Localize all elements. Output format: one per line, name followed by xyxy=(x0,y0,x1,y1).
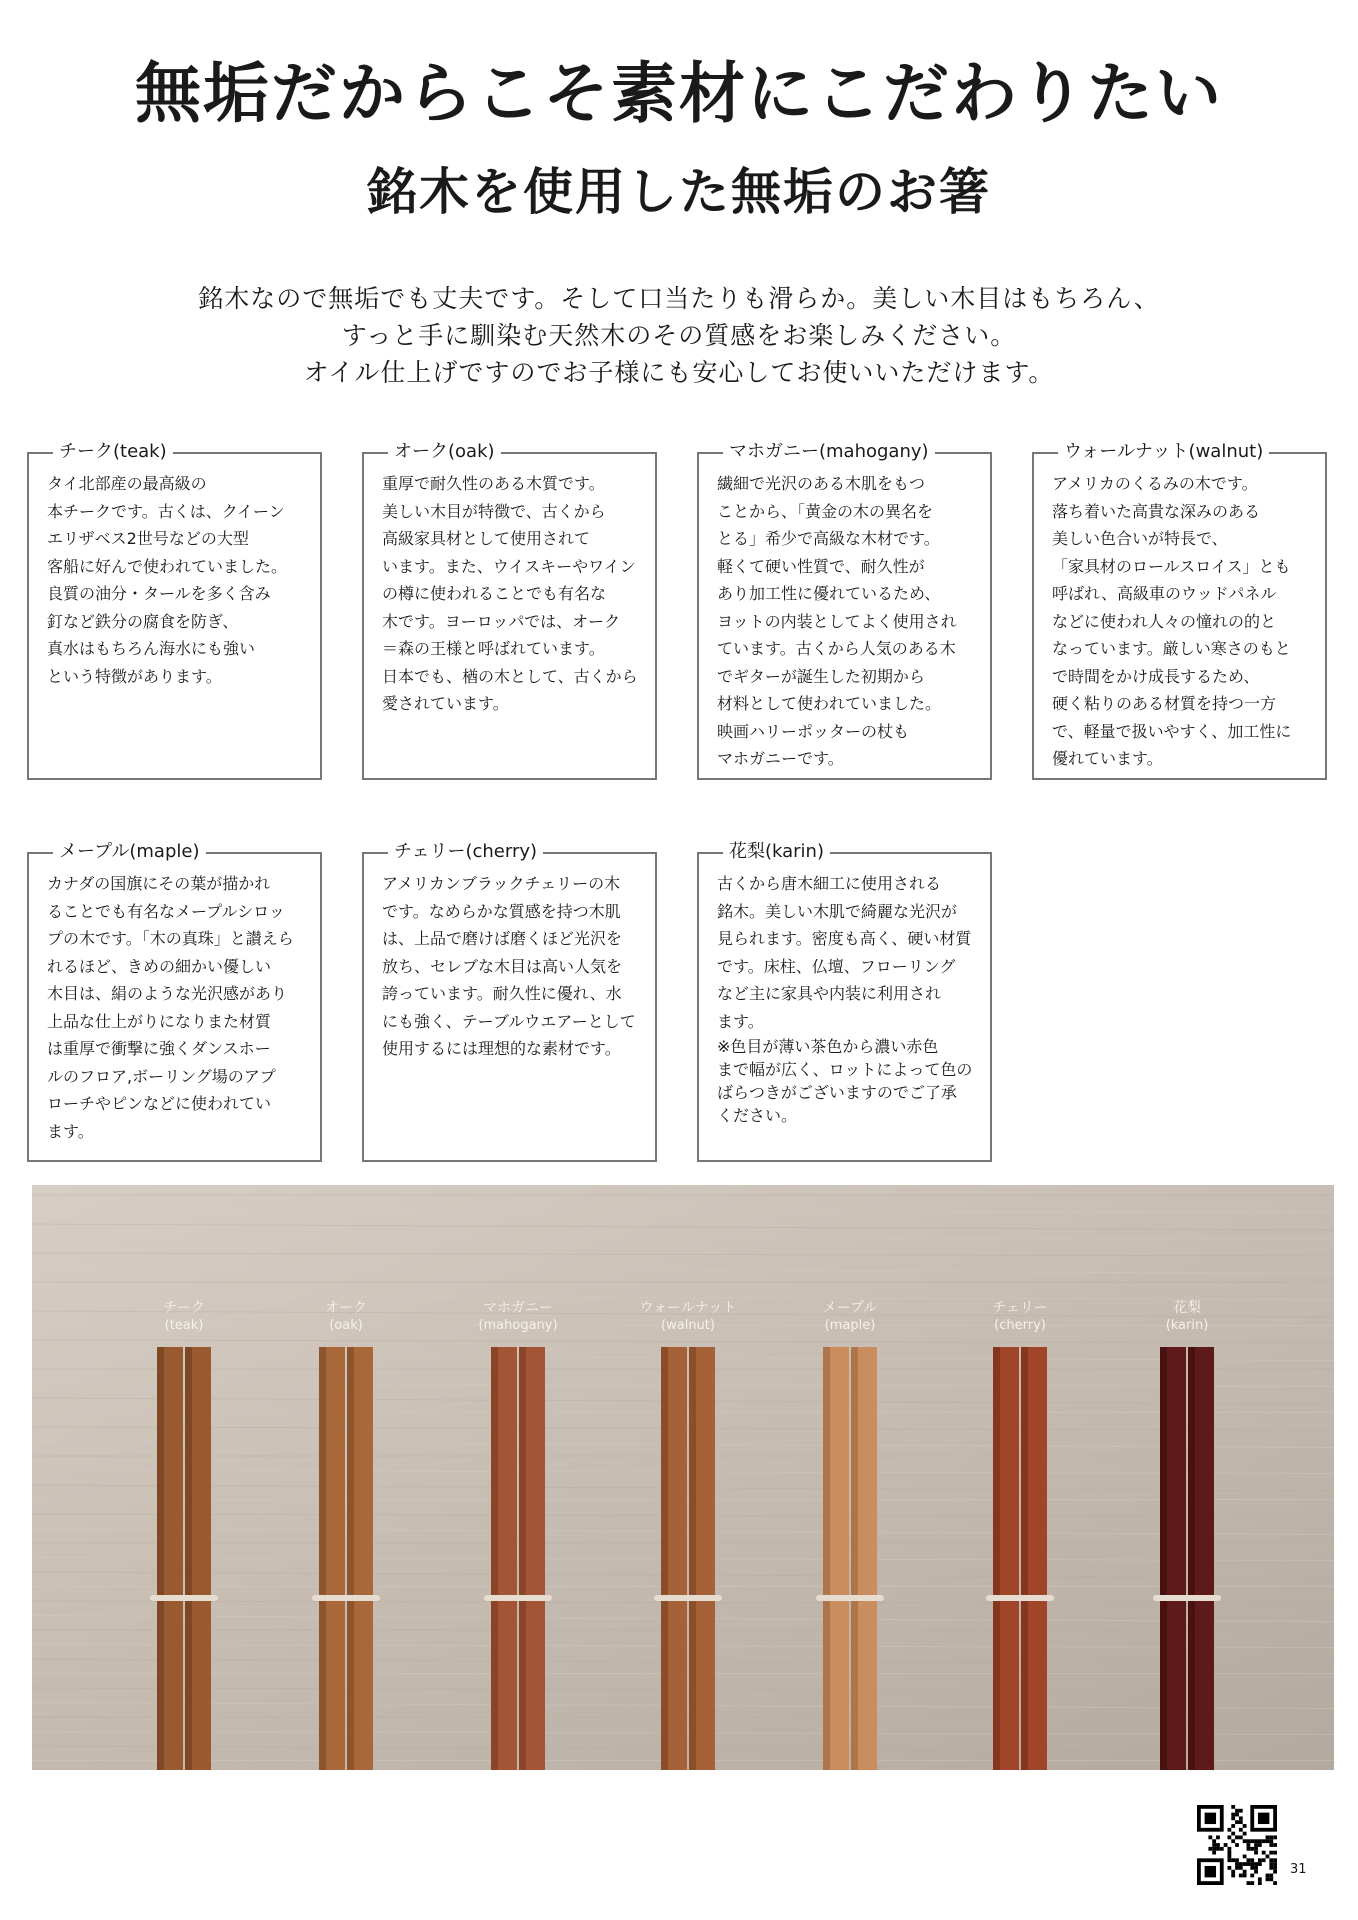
desc-line: ています。古くから人気のある木 xyxy=(717,639,956,658)
qr-module xyxy=(1273,1858,1277,1862)
qr-module xyxy=(1273,1866,1277,1870)
wood-box-walnut xyxy=(1032,441,1327,780)
page-number: 31 xyxy=(1290,1862,1307,1877)
fabric-texture xyxy=(32,1268,1334,1274)
desc-line: ルのフロア,ボーリング場のアプ xyxy=(47,1066,276,1086)
twine xyxy=(654,1595,722,1601)
desc-line: 良質の油分・タールを多く含み xyxy=(47,584,271,603)
intro-line: オイル仕上げですのでお子様にも安心してお使いいただけます。 xyxy=(303,358,1055,387)
qr-module xyxy=(1254,1843,1258,1847)
desc-line: 材料として使われていました。 xyxy=(717,694,942,713)
desc-line: 釘など鉄分の腐食を防ぎ、 xyxy=(47,611,239,631)
desc-line: は、上品で磨けば磨くほど光沢を xyxy=(382,929,623,948)
note-line: ばらつきがございますのでご了承 xyxy=(717,1083,957,1102)
qr-module xyxy=(1243,1832,1247,1836)
qr-module xyxy=(1258,1813,1269,1824)
wood-description xyxy=(1052,470,1311,773)
qr-module xyxy=(1235,1843,1239,1847)
qr-module xyxy=(1227,1835,1231,1839)
qr-module xyxy=(1269,1877,1273,1881)
qr-module xyxy=(1231,1870,1235,1874)
desc-line: です。床柱、仏壇、フローリング xyxy=(717,956,956,976)
qr-module xyxy=(1235,1835,1239,1839)
desc-line: 愛されています。 xyxy=(382,694,509,713)
qr-module xyxy=(1208,1847,1212,1851)
twine xyxy=(312,1595,380,1601)
fabric-texture xyxy=(32,1340,1334,1343)
chopstick-pair xyxy=(150,1347,218,1770)
fabric-texture xyxy=(32,1210,1334,1213)
qr-module xyxy=(1231,1858,1235,1862)
qr-module xyxy=(1212,1847,1216,1851)
qr-module xyxy=(1216,1843,1220,1847)
qr-module xyxy=(1239,1862,1243,1866)
wood-title: ウォールナット(walnut) xyxy=(1058,440,1269,464)
note-line: ください。 xyxy=(717,1106,798,1125)
qr-module xyxy=(1262,1839,1266,1843)
chopstick-pair xyxy=(1153,1347,1221,1770)
intro-line: 銘木なので無垢でも丈夫です。そして口当たりも滑らか。美しい木目はもちろん、 xyxy=(198,284,1160,313)
qr-module xyxy=(1258,1843,1262,1847)
qr-module xyxy=(1231,1832,1235,1836)
photo-label-jp: チェリー xyxy=(992,1300,1048,1316)
intro-line: すっと手に馴染む天然木のその質感をお楽しみください。 xyxy=(341,321,1017,350)
desc-line: でギターが誕生した初期から xyxy=(717,666,925,686)
wood-description xyxy=(47,870,306,1145)
qr-module xyxy=(1273,1835,1277,1839)
note-line: まで幅が広く、ロットによって色の xyxy=(717,1060,973,1079)
page-subtitle: 銘木を使用した無垢のお箸 xyxy=(367,163,991,221)
qr-module xyxy=(1250,1866,1254,1870)
qr-module xyxy=(1258,1858,1262,1862)
qr-module xyxy=(1269,1858,1273,1862)
desc-line: とる」希少で高級な木材です。 xyxy=(717,529,940,548)
qr-module xyxy=(1250,1874,1254,1878)
qr-module xyxy=(1205,1866,1216,1877)
fabric-texture xyxy=(32,1224,1334,1230)
photo-label-en: (cherry) xyxy=(994,1318,1046,1333)
qr-module xyxy=(1266,1835,1270,1839)
qr-module xyxy=(1250,1858,1254,1862)
chopstick-shade xyxy=(823,1347,830,1770)
desc-line: 優れています。 xyxy=(1052,749,1163,768)
qr-module xyxy=(1266,1874,1270,1878)
twine xyxy=(986,1595,1054,1601)
qr-module xyxy=(1247,1839,1251,1843)
photo-label-jp: マホガニー xyxy=(483,1300,553,1316)
wood-box-teak xyxy=(27,441,322,780)
desc-line: アメリカンブラックチェリーの木 xyxy=(382,874,621,893)
qr-module xyxy=(1250,1839,1254,1843)
qr-module xyxy=(1243,1855,1247,1859)
qr-module xyxy=(1231,1816,1235,1820)
desc-line: 見られます。密度も高く、硬い材質 xyxy=(717,929,972,948)
photo-label-en: (karin) xyxy=(1165,1318,1209,1333)
photo-label-en: (walnut) xyxy=(661,1318,715,1333)
desc-line: 本チークです。古くは、クイーン xyxy=(47,501,285,521)
qr-module xyxy=(1239,1820,1243,1824)
wood-title: メープル(maple) xyxy=(53,840,206,864)
wood-title: 花梨(karin) xyxy=(723,840,830,864)
photo-label-jp: ウォールナット xyxy=(639,1300,737,1316)
qr-module xyxy=(1247,1858,1251,1862)
chopstick-shade xyxy=(491,1347,498,1770)
desc-line: 真水はもちろん海水にも強い xyxy=(47,639,256,658)
qr-module xyxy=(1208,1835,1212,1839)
chopsticks-illustration xyxy=(32,1185,1334,1770)
qr-module xyxy=(1250,1881,1254,1885)
qr-module xyxy=(1231,1874,1235,1878)
desc-line: は重厚で衝撃に強くダンスホー xyxy=(47,1039,271,1058)
qr-module xyxy=(1273,1881,1277,1885)
qr-module xyxy=(1239,1866,1243,1870)
qr-module xyxy=(1269,1862,1273,1866)
desc-line: ローチやピンなどに使われてい xyxy=(47,1094,272,1113)
qr-module xyxy=(1258,1839,1262,1843)
wood-box-oak xyxy=(362,441,657,780)
chopstick-shade xyxy=(519,1347,526,1770)
qr-module xyxy=(1239,1816,1243,1820)
desc-line: 映画ハリーポッターの杖も xyxy=(717,721,910,741)
desc-line: などに使われ人々の憧れの的と xyxy=(1052,611,1277,631)
qr-module xyxy=(1243,1824,1247,1828)
wood-box-karin xyxy=(697,841,992,1162)
qr-module xyxy=(1235,1813,1239,1817)
desc-line: 使用するには理想的な素材です。 xyxy=(382,1039,621,1058)
desc-line: アメリカのくるみの木です。 xyxy=(1052,474,1258,493)
qr-module xyxy=(1231,1805,1235,1809)
desc-line: 日本でも、楢の木として、古くから xyxy=(382,666,638,686)
desc-line: あり加工性に優れているため、 xyxy=(717,584,941,603)
twine xyxy=(816,1595,884,1601)
desc-line: 硬く粘りのある材質を持つ一方 xyxy=(1052,694,1277,713)
chopstick-shade xyxy=(1188,1347,1195,1770)
desc-line: れるほど、きめの細かい優しい xyxy=(47,956,272,976)
desc-line: 呼ばれ、高級車のウッドパネル xyxy=(1052,584,1277,603)
qr-module xyxy=(1258,1862,1262,1866)
qr-module xyxy=(1273,1851,1277,1855)
qr-module xyxy=(1227,1866,1231,1870)
desc-line: の樽に使われることでも有名な xyxy=(382,584,607,603)
qr-module xyxy=(1235,1866,1239,1870)
qr-module xyxy=(1262,1851,1266,1855)
qr-module xyxy=(1269,1843,1273,1847)
wood-description xyxy=(382,470,641,718)
qr-module xyxy=(1262,1858,1266,1862)
desc-line: で、軽量で扱いやすく、加工性に xyxy=(1052,721,1292,741)
desc-line: にも強く、テーブルウエアーとして xyxy=(382,1011,636,1031)
qr-module xyxy=(1235,1820,1239,1824)
photo-label-jp: 花梨 xyxy=(1173,1300,1201,1316)
qr-module xyxy=(1212,1851,1216,1855)
twine xyxy=(150,1595,218,1601)
chopstick-shade xyxy=(157,1347,164,1770)
desc-line: 上品な仕上がりになりまた材質 xyxy=(47,1011,272,1031)
desc-line: エリザベス2世号などの大型 xyxy=(47,529,249,548)
photo-label-en: (oak) xyxy=(329,1318,363,1333)
note-line: ※色目が薄い茶色から濃い赤色 xyxy=(717,1037,939,1056)
fabric-texture xyxy=(32,1253,1334,1256)
qr-module xyxy=(1243,1862,1247,1866)
qr-module xyxy=(1227,1847,1231,1851)
desc-line: 軽くて硬い性質で、耐久性が xyxy=(717,556,925,576)
desc-line: です。なめらかな質感を持つ木肌 xyxy=(382,901,621,921)
photo-label-en: (mahogany) xyxy=(478,1318,558,1333)
qr-module xyxy=(1254,1866,1258,1870)
desc-line: います。また、ウイスキーやワイン xyxy=(382,556,636,576)
qr-module xyxy=(1250,1862,1254,1866)
qr-module xyxy=(1254,1839,1258,1843)
qr-module xyxy=(1239,1835,1243,1839)
qr-module xyxy=(1254,1847,1258,1851)
intro-text xyxy=(0,280,1358,391)
qr-module xyxy=(1212,1839,1216,1843)
desc-line: など主に家具や内装に利用され xyxy=(717,984,942,1003)
qr-module xyxy=(1273,1843,1277,1847)
wood-title: チェリー(cherry) xyxy=(388,840,543,864)
qr-module xyxy=(1243,1870,1247,1874)
desc-line: 客船に好んで使われていました。 xyxy=(47,556,288,576)
desc-line: プの木です。「木の真珠」と讃えら xyxy=(47,929,294,948)
qr-module xyxy=(1235,1858,1239,1862)
wood-box-cherry xyxy=(362,841,657,1162)
wood-description xyxy=(382,870,641,1063)
desc-line: ます。 xyxy=(47,1121,94,1141)
desc-line: 高級家具材として使用されて xyxy=(382,529,591,548)
photo-label-jp: チーク xyxy=(163,1300,205,1316)
chopstick-shade xyxy=(689,1347,696,1770)
desc-line: なっています。厳しい寒さのもと xyxy=(1052,639,1291,658)
qr-module xyxy=(1269,1839,1273,1843)
chopstick-shade xyxy=(319,1347,326,1770)
twine xyxy=(484,1595,552,1601)
qr-module xyxy=(1227,1851,1231,1855)
chopstick-pair xyxy=(986,1347,1054,1770)
qr-module xyxy=(1254,1851,1258,1855)
qr-module xyxy=(1235,1809,1239,1813)
desc-line: 繊細で光沢のある木肌をもつ xyxy=(717,474,926,493)
chopstick-shade xyxy=(851,1347,858,1770)
desc-line: ます。 xyxy=(717,1011,764,1031)
desc-line: 木目は、絹のような光沢感があり xyxy=(47,984,288,1003)
chopsticks-photo xyxy=(32,1185,1334,1770)
wood-description xyxy=(717,470,976,773)
desc-line: マホガニーです。 xyxy=(717,749,844,768)
photo-label-en: (maple) xyxy=(824,1318,876,1333)
qr-module xyxy=(1243,1874,1247,1878)
desc-line: 古くから唐木細工に使用される xyxy=(717,874,942,893)
chopstick-shade xyxy=(1021,1347,1028,1770)
qr-module xyxy=(1258,1881,1262,1885)
qr-module xyxy=(1254,1862,1258,1866)
wood-description xyxy=(47,470,306,690)
desc-line: ＝森の王様と呼ばれています。 xyxy=(382,639,605,658)
chopstick-shade xyxy=(1160,1347,1167,1770)
desc-line: カナダの国旗にその葉が描かれ xyxy=(47,874,271,893)
qr-module xyxy=(1269,1835,1273,1839)
qr-module xyxy=(1269,1851,1273,1855)
qr-module xyxy=(1227,1828,1231,1832)
qr-module xyxy=(1247,1847,1251,1851)
qr-module xyxy=(1216,1847,1220,1851)
qr-module xyxy=(1250,1847,1254,1851)
wood-title: マホガニー(mahogany) xyxy=(723,440,935,464)
qr-module xyxy=(1247,1862,1251,1866)
photo-label-en: (teak) xyxy=(164,1318,204,1333)
qr-module xyxy=(1205,1813,1216,1824)
qr-module xyxy=(1231,1839,1235,1843)
chopstick-shade xyxy=(661,1347,668,1770)
desc-line: ヨットの内装としてよく使用され xyxy=(717,611,957,631)
desc-line: 落ち着いた高貴な深みのある xyxy=(1052,501,1261,521)
qr-module xyxy=(1220,1847,1224,1851)
wood-title: オーク(oak) xyxy=(388,440,501,464)
qr-module xyxy=(1266,1839,1270,1843)
qr-module xyxy=(1254,1870,1258,1874)
qr-module xyxy=(1273,1862,1277,1866)
qr-module xyxy=(1269,1866,1273,1870)
desc-line: ることでも有名なメープルシロッ xyxy=(47,901,285,921)
qr-module xyxy=(1243,1839,1247,1843)
wood-box-mahogany xyxy=(697,441,992,780)
wood-title: チーク(teak) xyxy=(53,440,173,464)
qr-module xyxy=(1231,1813,1235,1817)
qr-module xyxy=(1247,1881,1251,1885)
desc-line: 美しい木目が特徴で、古くから xyxy=(382,501,606,521)
photo-label-jp: オーク xyxy=(325,1300,367,1316)
qr-module xyxy=(1227,1858,1231,1862)
desc-line: タイ北部産の最高級の xyxy=(47,474,207,493)
qr-module xyxy=(1269,1874,1273,1878)
qr-code-icon[interactable] xyxy=(1197,1805,1277,1885)
desc-line: という特徴があります。 xyxy=(47,666,222,686)
desc-line: 重厚で耐久性のある木質です。 xyxy=(382,474,605,493)
qr-module xyxy=(1266,1855,1270,1859)
photo-label-jp: メープル xyxy=(822,1300,878,1316)
wood-box-maple xyxy=(27,841,322,1162)
twine xyxy=(1153,1595,1221,1601)
qr-module xyxy=(1231,1824,1235,1828)
qr-module xyxy=(1266,1877,1270,1881)
chopstick-shade xyxy=(347,1347,354,1770)
qr-module xyxy=(1212,1843,1216,1847)
qr-module xyxy=(1224,1843,1228,1847)
qr-module xyxy=(1273,1870,1277,1874)
qr-module xyxy=(1227,1855,1231,1859)
page-title: 無垢だからこそ素材にこだわりたい xyxy=(135,55,1223,132)
qr-module xyxy=(1216,1835,1220,1839)
qr-module xyxy=(1239,1828,1243,1832)
desc-line: で時間をかけ成長するため、 xyxy=(1052,666,1260,686)
desc-line: 木です。ヨーロッパでは、オーク xyxy=(382,611,621,631)
qr-module xyxy=(1258,1877,1262,1881)
desc-line: 「家具材のロールスロイス」とも xyxy=(1052,556,1291,576)
qr-module xyxy=(1235,1862,1239,1866)
desc-line: ことから、「黄金の木の異名を xyxy=(717,501,934,521)
chopstick-shade xyxy=(185,1347,192,1770)
desc-line: 銘木。美しい木肌で綺麗な光沢が xyxy=(717,901,958,921)
desc-line: 誇っています。耐久性に優れ、水 xyxy=(382,984,622,1003)
qr-module xyxy=(1239,1874,1243,1878)
qr-module xyxy=(1247,1843,1251,1847)
desc-line: 放ち、セレブな木目は高い人気を xyxy=(382,956,623,976)
wood-description xyxy=(717,870,976,1127)
desc-line: 美しい色合いが特長で、 xyxy=(1052,529,1228,548)
chopstick-pair xyxy=(654,1347,722,1770)
chopstick-shade xyxy=(993,1347,1000,1770)
qr-module xyxy=(1239,1809,1243,1813)
